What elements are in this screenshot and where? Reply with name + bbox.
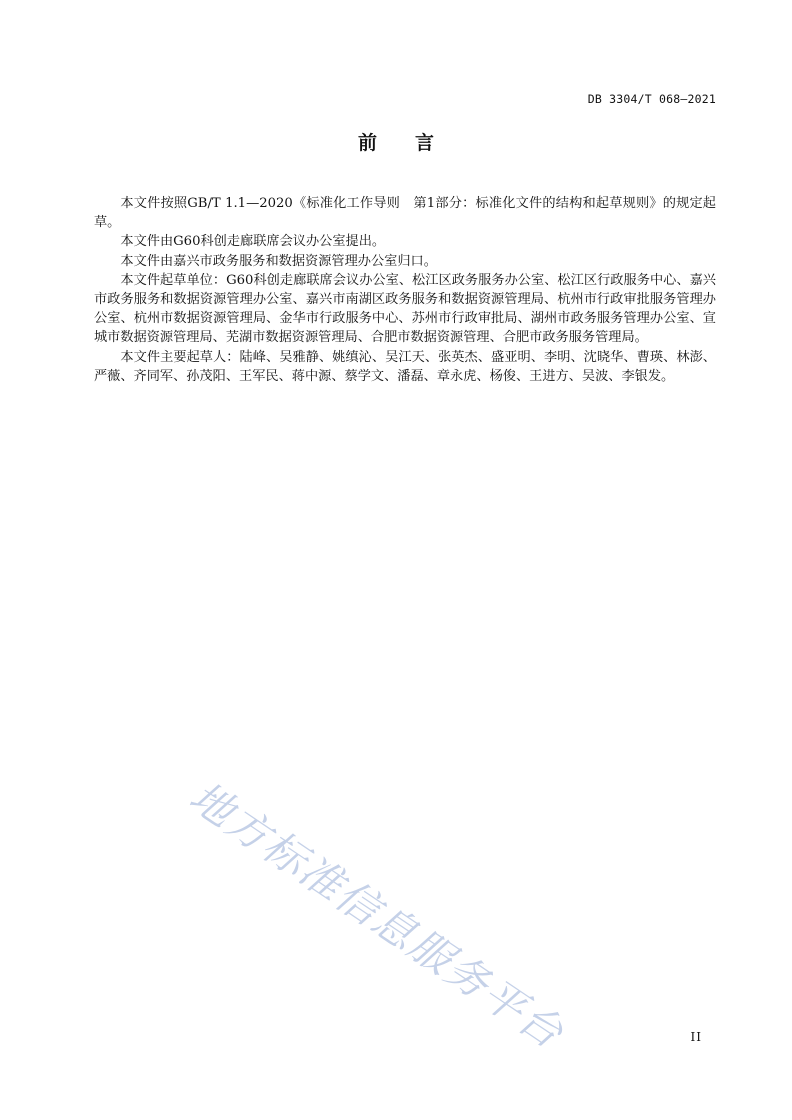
paragraph-centralized-unit: 本文件由嘉兴市政务服务和数据资源管理办公室归口。 <box>120 253 437 269</box>
page-title: 前言 <box>357 132 472 154</box>
paragraph-drafting-units: 本文件起草单位：G60科创走廊联席会议办公室、松江区政务服务办公室、松江区行政服务中心、嘉兴市政务服务和数据资源管理办公室、嘉兴市南湖区政务服务和数据资源管理局、杭州市行政审批服务管理办公室、杭州市数据资源管理局、金华市行政服务中心、苏州市行政审批局、湖州市政务服务管理办公室、宣城市数据资源管理局、芜湖市数据资源管理局、合肥市数据资源管理、合肥市政务服务管理局。 <box>94 272 716 346</box>
paragraph-proposer: 本文件由G60科创走廊联席会议办公室提出。 <box>120 234 386 250</box>
watermark: 地方标准信息服务平台 <box>180 771 574 1059</box>
page-number: II <box>690 1030 702 1044</box>
foreword-body <box>94 194 716 386</box>
paragraph-drafting-rules: 本文件按照GB/T 1.1—2020《标准化工作导则 第1部分：标准化文件的结构和起草规则》的规定起草。 <box>94 196 716 231</box>
document-code: DB 3304/T 068—2021 <box>587 92 716 106</box>
paragraph-drafters: 本文件主要起草人：陆峰、吴雅静、姚缜沁、吴江天、张英杰、盛亚明、李明、沈晓华、曹瑛、林澎、严薇、齐同军、孙茂阳、王军民、蒋中源、蔡学文、潘磊、章永虎、杨俊、王进方、吴波、李银发。 <box>94 349 716 384</box>
